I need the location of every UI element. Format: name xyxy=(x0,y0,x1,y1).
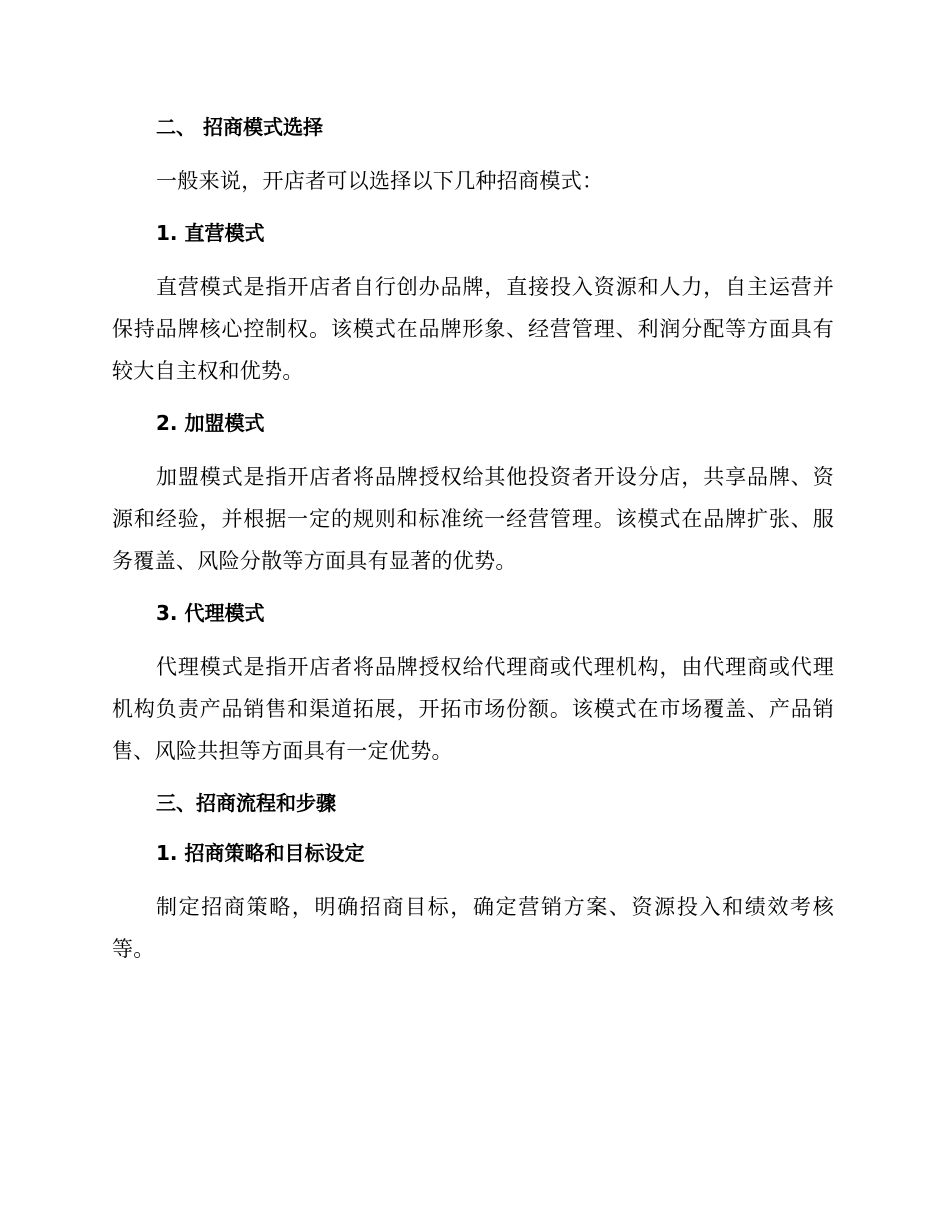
section-heading-mode-selection: 二、 招商模式选择 xyxy=(156,115,323,139)
intro-paragraph: 一般来说，开店者可以选择以下几种招商模式： xyxy=(156,169,604,193)
paragraph-direct-mode: 直营模式是指开店者自行创办品牌，直接投入资源和人力，自主运营并保持品牌核心控制权。该模式在品牌形象、经营管理、利润分配等方面具有较大自主权和优势。 xyxy=(112,275,834,383)
subheading-strategy-goals: 1. 招商策略和目标设定 xyxy=(156,841,365,865)
section-heading-process: 三、招商流程和步骤 xyxy=(156,791,336,815)
subheading-direct-mode: 1. 直营模式 xyxy=(156,221,265,245)
paragraph-agency-mode: 代理模式是指开店者将品牌授权给代理商或代理机构，由代理商或代理机构负责产品销售和渠道拓展，开拓市场份额。该模式在市场覆盖、产品销售、风险共担等方面具有一定优势。 xyxy=(112,655,834,763)
document-body xyxy=(112,110,834,970)
subheading-agency-mode: 3. 代理模式 xyxy=(156,601,265,625)
paragraph-strategy-goals: 制定招商策略，明确招商目标，确定营销方案、资源投入和绩效考核等。 xyxy=(112,895,834,961)
subheading-franchise-mode: 2. 加盟模式 xyxy=(156,411,265,435)
paragraph-franchise-mode: 加盟模式是指开店者将品牌授权给其他投资者开设分店，共享品牌、资源和经验，并根据一定的规则和标准统一经营管理。该模式在品牌扩张、服务覆盖、风险分散等方面具有显著的优势。 xyxy=(112,465,834,573)
